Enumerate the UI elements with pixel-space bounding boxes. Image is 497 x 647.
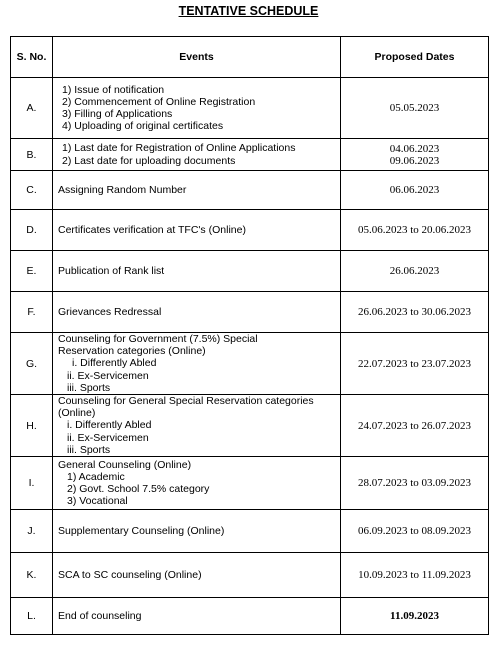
row-events: End of counseling: [53, 598, 341, 635]
row-dates: 28.07.2023 to 03.09.2023: [341, 457, 489, 510]
row-dates: 11.09.2023: [341, 598, 489, 635]
row-dates: 24.07.2023 to 26.07.2023: [341, 395, 489, 457]
row-events: [53, 139, 341, 171]
table-row: [11, 139, 489, 171]
row-sno: H.: [11, 395, 53, 457]
row-events: Certificates verification at TFC's (Online): [53, 210, 341, 251]
event-line: 2) Last date for uploading documents: [62, 154, 236, 167]
event-line: iii. Sports: [67, 381, 111, 394]
row-sno: L.: [11, 598, 53, 635]
row-sno: E.: [11, 251, 53, 292]
row-dates: 22.07.2023 to 23.07.2023: [341, 333, 489, 395]
table-row: [11, 395, 489, 457]
date-text: 09.06.2023: [389, 154, 440, 167]
event-line: 2) Govt. School 7.5% category: [67, 483, 210, 496]
schedule-table: [10, 36, 489, 635]
row-events: Assigning Random Number: [53, 171, 341, 210]
table-row: [11, 553, 489, 598]
event-line: Reservation categories (Online): [58, 345, 206, 358]
table-row: [11, 78, 489, 139]
event-line: 4) Uploading of original certificates: [62, 120, 224, 133]
event-line: ii. Ex-Servicemen: [67, 431, 149, 444]
row-events: [53, 78, 341, 139]
row-dates: 06.06.2023: [341, 171, 489, 210]
date-text: 04.06.2023: [389, 142, 440, 155]
row-events: [53, 395, 341, 457]
event-line: General Counseling (Online): [58, 458, 192, 471]
event-line: 2) Commencement of Online Registration: [62, 95, 256, 108]
row-dates: 05.06.2023 to 20.06.2023: [341, 210, 489, 251]
header-dates: Proposed Dates: [341, 37, 489, 78]
row-dates: 26.06.2023 to 30.06.2023: [341, 292, 489, 333]
row-events: Supplementary Counseling (Online): [53, 510, 341, 553]
event-line: i. Differently Abled: [67, 419, 152, 432]
event-line: 3) Filling of Applications: [62, 108, 173, 120]
event-line: 1) Issue of notification: [62, 83, 165, 96]
row-sno: F.: [11, 292, 53, 333]
event-line: 1) Last date for Registration of Online Applications: [62, 142, 296, 155]
event-line: 1) Academic: [67, 470, 125, 483]
row-events: Grievances Redressal: [53, 292, 341, 333]
event-line: 3) Vocational: [67, 495, 128, 508]
row-events: [53, 457, 341, 510]
table-row: [11, 510, 489, 553]
event-line: iii. Sports: [67, 443, 111, 456]
table-row: [11, 457, 489, 510]
row-sno: I.: [11, 457, 53, 510]
row-sno: D.: [11, 210, 53, 251]
table-row: [11, 333, 489, 395]
table-header-row: [11, 37, 489, 78]
row-sno: J.: [11, 510, 53, 553]
table-row: [11, 292, 489, 333]
event-line: Counseling for Government (7.5%) Special: [58, 333, 258, 345]
row-sno: C.: [11, 171, 53, 210]
table-row: [11, 251, 489, 292]
row-events: Publication of Rank list: [53, 251, 341, 292]
table-row: [11, 171, 489, 210]
row-dates: 26.06.2023: [341, 251, 489, 292]
row-dates: [341, 78, 489, 139]
row-dates: 10.09.2023 to 11.09.2023: [341, 553, 489, 598]
row-dates: [341, 139, 489, 171]
event-line: (Online): [58, 407, 96, 420]
header-events: Events: [53, 37, 341, 78]
row-sno: K.: [11, 553, 53, 598]
table-row: [11, 598, 489, 635]
row-dates: 06.09.2023 to 08.09.2023: [341, 510, 489, 553]
date-text: 05.05.2023: [389, 102, 440, 114]
row-sno: B.: [11, 139, 53, 171]
document-title: TENTATIVE SCHEDULE: [178, 4, 319, 18]
row-sno: G.: [11, 333, 53, 395]
table-row: [11, 210, 489, 251]
event-line: Counseling for General Special Reservation categories: [58, 395, 314, 408]
header-sno: S. No.: [11, 37, 53, 78]
row-sno: A.: [11, 78, 53, 139]
event-line: ii. Ex-Servicemen: [67, 369, 149, 382]
event-line: i. Differently Abled: [72, 357, 157, 370]
row-events: SCA to SC counseling (Online): [53, 553, 341, 598]
row-events: [53, 333, 341, 395]
